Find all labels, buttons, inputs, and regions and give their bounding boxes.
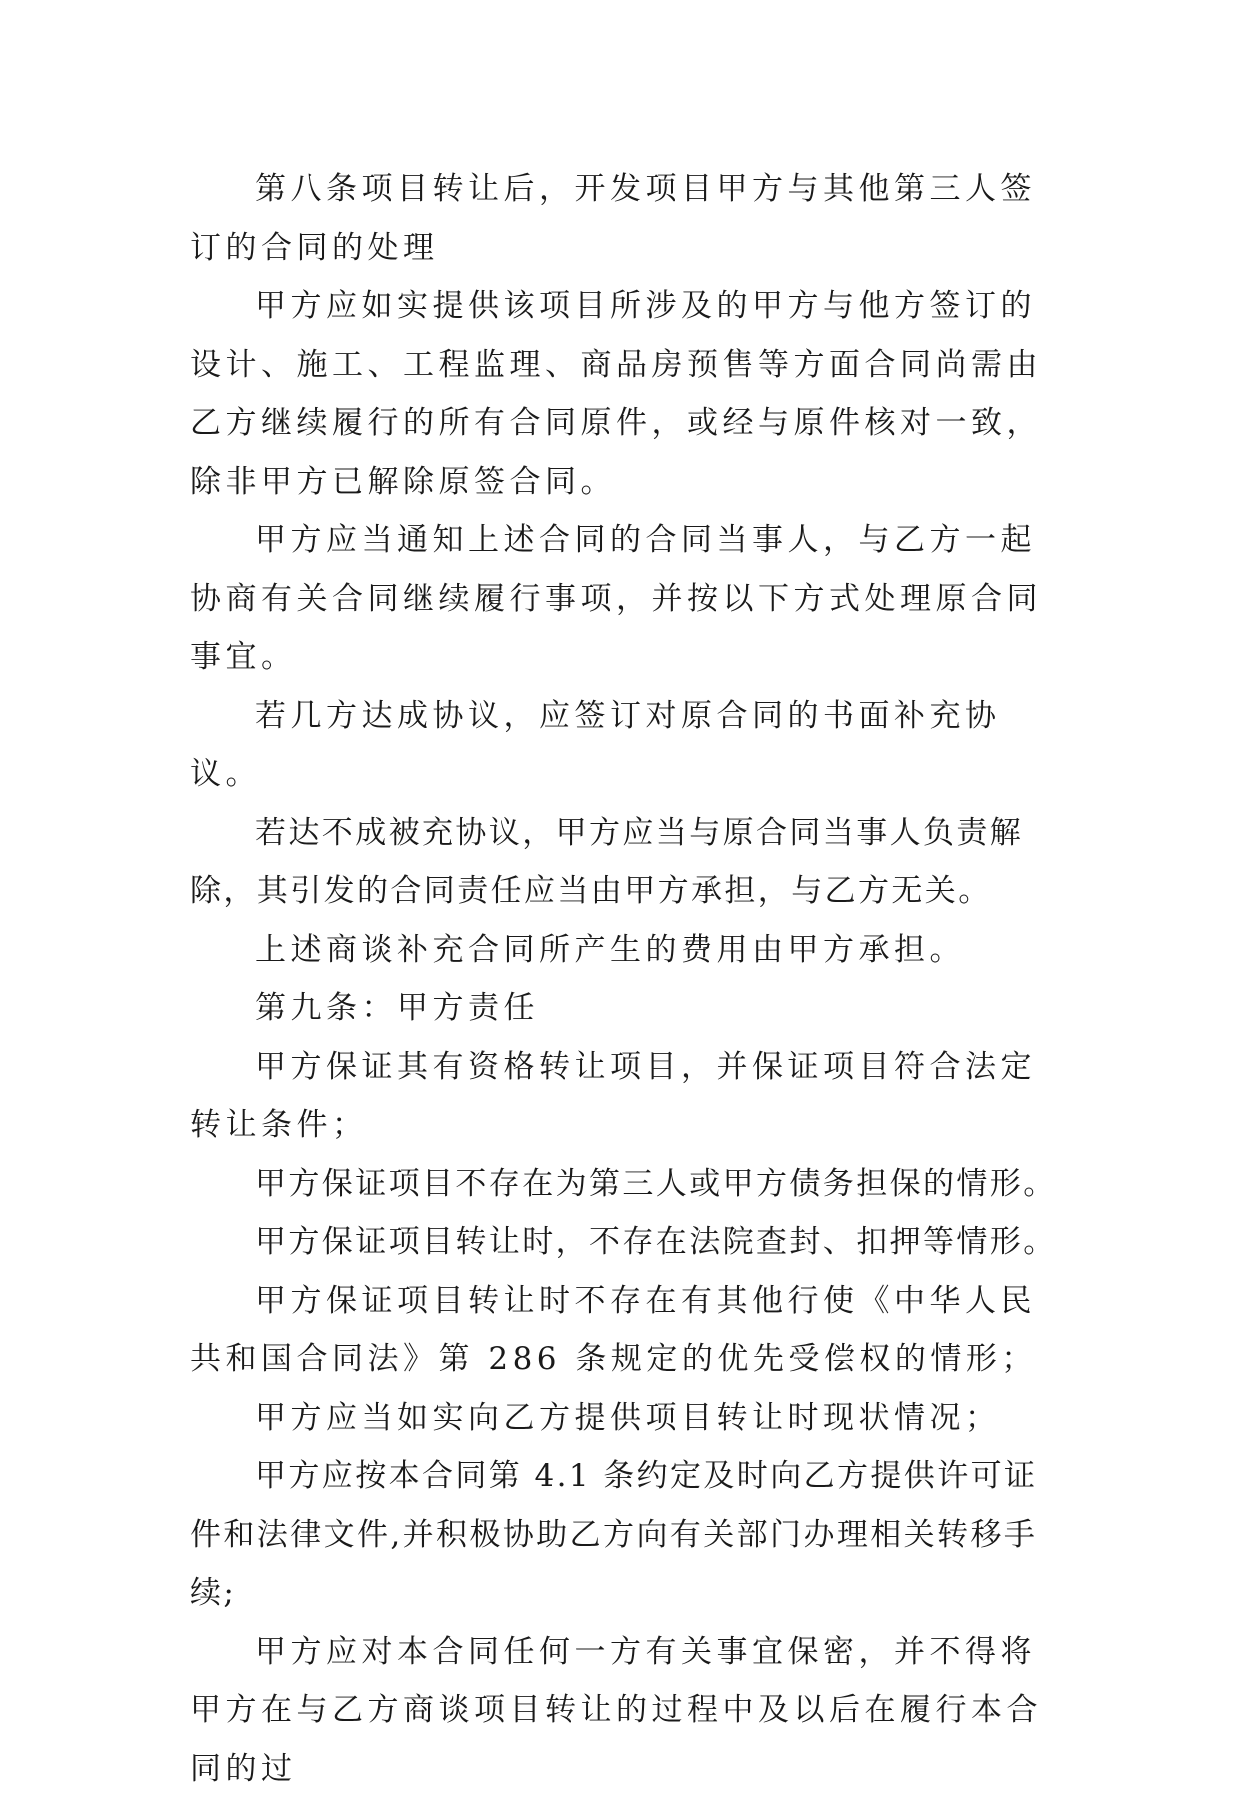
paragraph: 甲方应如实提供该项目所涉及的甲方与他方签订的设计、施工、工程监理、商品房预售等方面合同尚需由乙方继续履行的所有合同原件，或经与原件核对一致，除非甲方已解除原签合同。 [190,277,1070,511]
paragraph: 甲方保证项目转让时，不存在法院查封、扣押等情形。 [190,1213,1070,1272]
paragraph: 上述商谈补充合同所产生的费用由甲方承担。 [190,921,1070,980]
paragraph: 甲方保证项目转让时不存在有其他行使《中华人民共和国合同法》第 286 条规定的优先受偿权的情形； [190,1272,1070,1389]
paragraph: 甲方应当如实向乙方提供项目转让时现状情况； [190,1389,1070,1448]
paragraph: 甲方保证其有资格转让项目，并保证项目符合法定转让条件； [190,1038,1070,1155]
paragraph-article-8-heading: 第八条项目转让后，开发项目甲方与其他第三人签订的合同的处理 [190,160,1070,277]
document-body [190,160,1070,1798]
paragraph: 甲方应当通知上述合同的合同当事人，与乙方一起协商有关合同继续履行事项，并按以下方式处理原合同事宜。 [190,511,1070,687]
paragraph: 若达不成被充协议，甲方应当与原合同当事人负责解除，其引发的合同责任应当由甲方承担，与乙方无关。 [190,804,1070,921]
paragraph: 甲方应对本合同任何一方有关事宜保密，并不得将甲方在与乙方商谈项目转让的过程中及以后在履行本合同的过 [190,1623,1070,1798]
paragraph: 若几方达成协议，应签订对原合同的书面补充协议。 [190,687,1070,804]
paragraph: 甲方应按本合同第 4.1 条约定及时向乙方提供许可证件和法律文件,并积极协助乙方向有关部门办理相关转移手续; [190,1447,1070,1623]
paragraph-article-9-heading: 第九条：甲方责任 [190,979,1070,1038]
paragraph: 甲方保证项目不存在为第三人或甲方债务担保的情形。 [190,1155,1070,1214]
